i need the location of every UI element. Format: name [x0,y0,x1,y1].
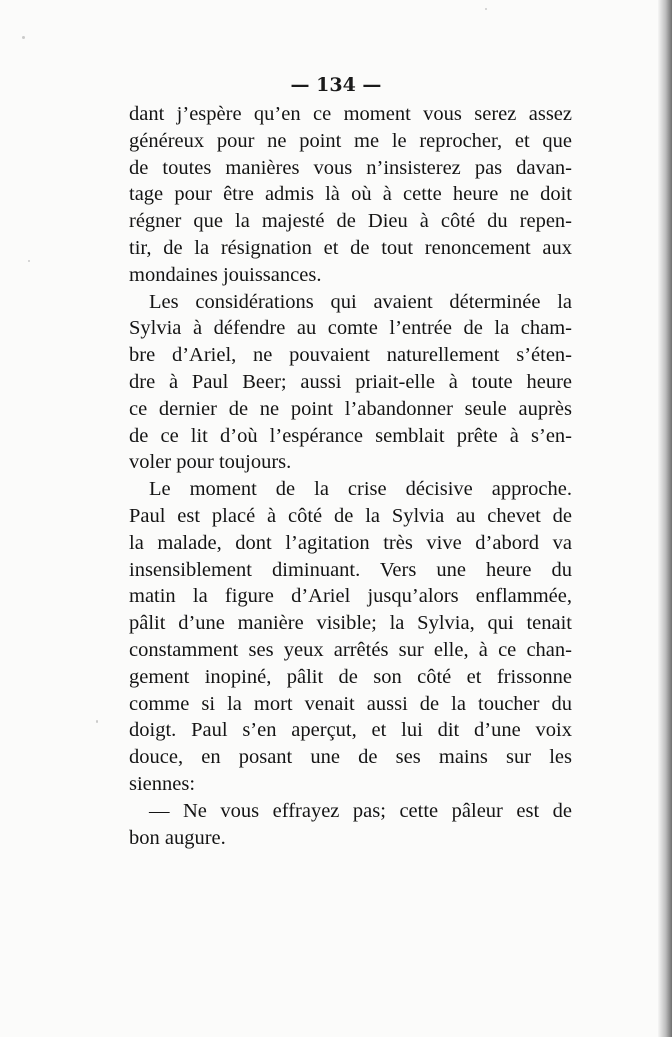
text-line: douce, en posant une de ses mains sur les [129,746,572,769]
text-line: Paul est placé à côté de la Sylvia au chevet de [129,504,572,527]
text-line: constamment ses yeux arrêtés sur elle, à ce chan- [129,638,572,661]
page-edge-shadow [658,0,672,1037]
text-line: bon augure. [129,826,226,849]
body-text [129,101,572,851]
text-line: régner que la majesté de Dieu à côté du repen- [129,210,572,233]
text-line: Sylvia à défendre au comte l’entrée de la cham- [129,317,572,340]
text-line: dant j’espère qu’en ce moment vous serez assez [129,103,572,125]
text-line: ce dernier de ne point l’abandonner seule auprès [129,397,572,420]
text-line: dre à Paul Beer; aussi priait-elle à toute heure [129,370,572,393]
paper-speck [28,260,30,262]
text-line: insensiblement diminuant. Vers une heure du [129,558,572,581]
text-line: comme si la mort venait aussi de la toucher du [129,692,572,715]
text-line: généreux pour ne point me le reprocher, et que [129,129,572,152]
paper-speck [22,36,25,39]
text-line: de toutes manières vous n’insisterez pas davan- [129,156,572,179]
text-line: voler pour toujours. [129,451,292,474]
paper-speck [96,720,98,723]
text-line: la malade, dont l’agitation très vive d’abord va [129,531,572,554]
text-line: matin la figure d’Ariel jusqu’alors enflammée, [129,585,572,608]
text-line: de ce lit d’où l’espérance semblait prête à s’en- [129,424,572,447]
page-number: — 134 — [290,74,382,96]
text-line: Le moment de la crise décisive approche. [149,478,572,501]
text-line: mondaines jouissances. [129,263,322,286]
text-line: bre d’Ariel, ne pouvaient naturellement s’éten- [129,344,572,367]
text-line: tage pour être admis là où à cette heure ne doit [129,183,572,206]
text-line: siennes: [129,772,196,795]
text-line: doigt. Paul s’en aperçut, et lui dit d’une voix [129,719,572,742]
text-line: pâlit d’une manière visible; la Sylvia, qui tenait [129,612,572,635]
text-line: tir, de la résignation et de tout renoncement aux [129,236,572,259]
text-line: Les considérations qui avaient déterminée la [149,290,572,313]
paper-speck [485,8,487,10]
text-line: — Ne vous effrayez pas; cette pâleur est de [149,799,572,822]
text-line: gement inopiné, pâlit de son côté et frissonne [129,665,572,688]
